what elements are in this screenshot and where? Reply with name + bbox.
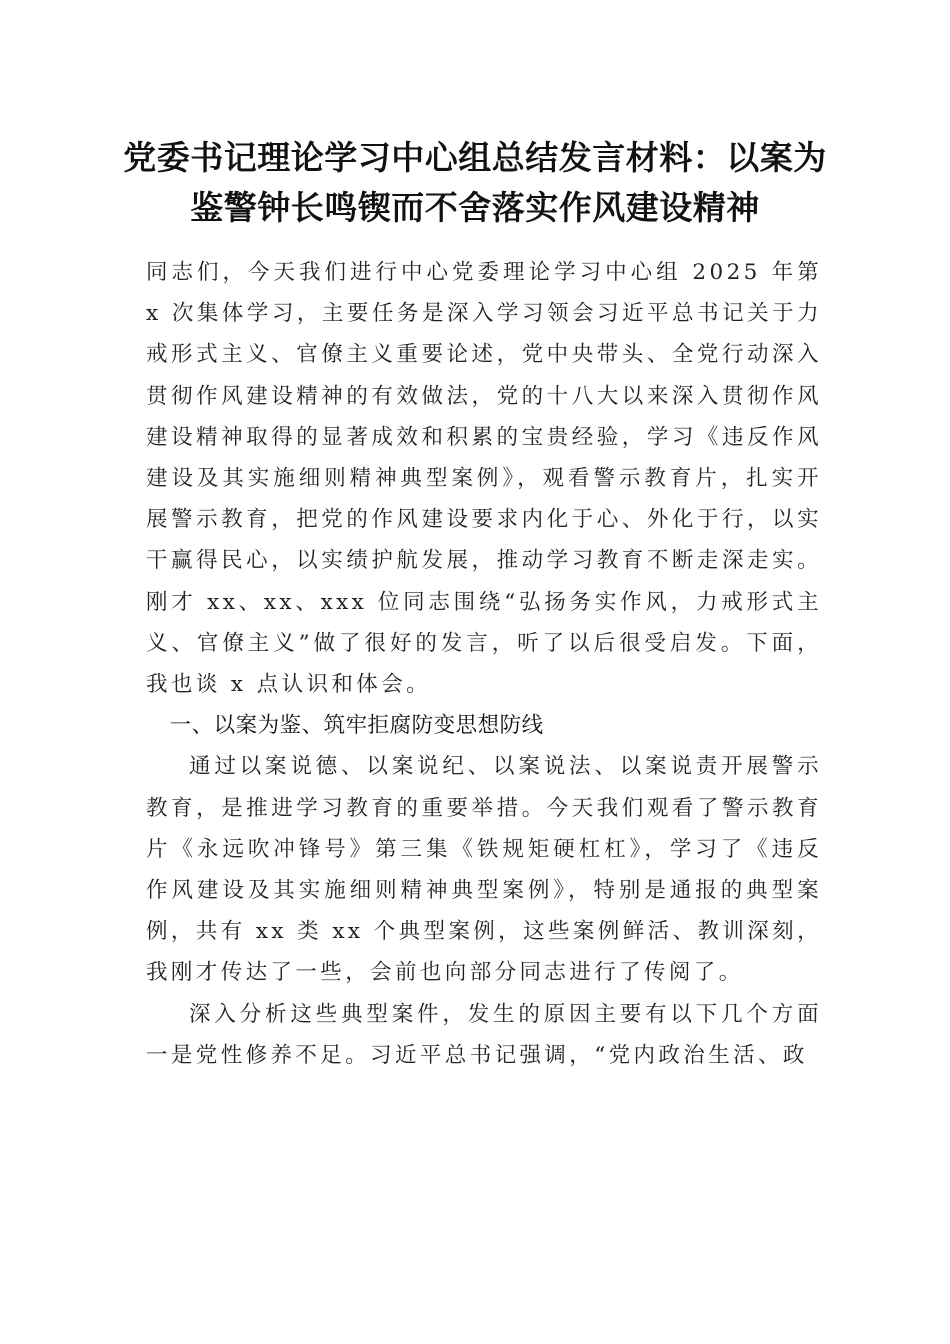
section-paragraph: 通过以案说德、以案说纪、以案说法、以案说责开展警示教育，是推进学习教育的重要举措。今天我们观看了警示教育片《永远吹冲锋号》第三集《铁规矩硬杠杠》，学习了《违反作风建设及其实施细则精神典型案例》，特别是通报的典型案例，共有 xx 类 xx 个典型案例，这些案例鲜活、教训深刻，我刚才传达了一些，会前也向部分同志进行了传阅了。	[146, 754, 822, 986]
section-heading: 一、以案为鉴、筑牢拒腐防变思想防线	[169, 713, 544, 739]
section-paragraph: 深入分析这些典型案件，发生的原因主要有以下几个方面一是党性修养不足。习近平总书记强调，“党内政治生活、政	[146, 1001, 822, 1068]
intro-paragraph: 同志们，今天我们进行中心党委理论学习中心组 2025 年第 x 次集体学习，主要任务是深入学习领会习近平总书记关于力戒形式主义、官僚主义重要论述，党中央带头、全党行动深入贯彻作风建设精神的有效做法，党的十八大以来深入贯彻作风建设精神取得的显著成效和积累的宝贵经验，学习《违反作风建设及其实施细则精神典型案例》，观看警示教育片，扎实开展警示教育，把党的作风建设要求内化于心、外化于行，以实干赢得民心，以实绩护航发展，推动学习教育不断走深走实。刚才 xx、xx、xxx 位同志围绕“弘扬务实作风，力戒形式主义、官僚主义”做了很好的发言，听了以后很受启发。下面，我也谈 x 点认识和体会。	[146, 260, 822, 698]
document-title: 党委书记理论学习中心组总结发言材料：以案为鉴警钟长鸣锲而不舍落实作风建设精神	[123, 138, 827, 227]
document-body	[146, 252, 822, 1076]
